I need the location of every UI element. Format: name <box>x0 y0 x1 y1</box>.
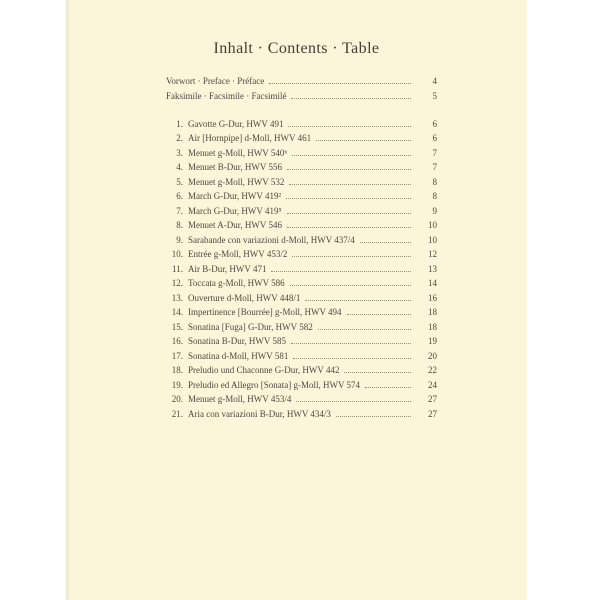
dotted-leader <box>339 362 415 377</box>
dotted-leader <box>282 217 415 232</box>
toc-row-title: March G-Dur, HWV 419² <box>188 191 282 201</box>
dotted-leader <box>313 318 415 333</box>
toc-row <box>166 130 437 145</box>
toc-row-number: 21. <box>171 408 183 419</box>
dotted-leader <box>288 347 415 362</box>
toc-row-title: Entrée g-Moll, HWV 453/2 <box>188 249 288 259</box>
toc-row-title: Vorwort · Preface · Préface <box>166 75 265 86</box>
toc-row <box>166 333 437 348</box>
toc-row <box>166 217 437 232</box>
toc-row-page: 13 <box>428 263 437 274</box>
dotted-leader <box>287 144 415 159</box>
toc-row <box>166 318 437 333</box>
toc-row <box>166 275 437 290</box>
toc-row <box>166 188 437 203</box>
toc-row-title: Menuet A-Dur, HWV 546 <box>188 220 282 230</box>
toc-row-title: Sonatina B-Dur, HWV 585 <box>188 336 286 346</box>
toc-row-number: 14. <box>171 307 183 317</box>
toc-row-number: 20. <box>171 394 183 404</box>
toc-row <box>166 362 437 377</box>
toc-row <box>166 376 437 391</box>
dotted-leader <box>284 173 415 188</box>
dotted-leader <box>286 333 415 348</box>
dotted-leader <box>342 304 415 319</box>
toc-row <box>166 405 437 420</box>
toc-row <box>166 87 437 103</box>
toc-row <box>166 246 437 261</box>
toc-row-title: Ouverture d-Moll, HWV 448/1 <box>188 292 301 303</box>
toc-row-page: 27 <box>428 394 437 404</box>
toc-row-number: 16. <box>171 336 183 346</box>
toc-row-page: 6 <box>432 118 437 129</box>
dotted-leader <box>300 289 415 304</box>
toc-row-number: 8. <box>176 220 183 230</box>
toc-row-page: 16 <box>428 292 437 303</box>
toc-row-page: 7 <box>432 162 437 172</box>
toc-row-title: Toccata g-Moll, HWV 586 <box>188 278 285 288</box>
toc-row-number: 17. <box>171 350 183 361</box>
dotted-leader <box>282 202 415 217</box>
toc-row-page: 6 <box>432 133 437 143</box>
dotted-leader <box>283 115 415 130</box>
toc-row <box>166 159 437 174</box>
toc-row <box>166 115 437 130</box>
toc-row-number: 18. <box>171 365 183 375</box>
toc-row-title: Menuet B-Dur, HWV 556 <box>188 162 282 172</box>
book-page <box>66 0 527 600</box>
dotted-leader <box>311 130 415 145</box>
toc-row <box>166 289 437 304</box>
toc-row-title: Sonatina d-Moll, HWV 581 <box>188 350 289 361</box>
toc-row-page: 10 <box>428 220 437 230</box>
toc-row-number: 13. <box>171 292 183 303</box>
toc-row-page: 14 <box>428 278 437 288</box>
toc-row-number: 1. <box>176 118 183 129</box>
toc-row-title: March G-Dur, HWV 419⁵ <box>188 205 282 216</box>
toc-row-title: Preludio ed Allegro [Sonata] g-Moll, HWV 574 <box>188 379 361 390</box>
dotted-leader <box>282 159 415 174</box>
dotted-leader <box>287 246 415 261</box>
toc-row <box>166 391 437 406</box>
toc-row <box>166 173 437 188</box>
page-title: Inhalt · Contents · Table <box>213 40 380 57</box>
dotted-leader <box>291 391 415 406</box>
toc-row-number: 15. <box>171 321 183 332</box>
toc-row-title: Air B-Dur, HWV 471 <box>188 263 267 274</box>
toc-row-page: 10 <box>428 234 437 245</box>
toc-row-page: 22 <box>428 365 437 375</box>
dotted-leader <box>285 275 415 290</box>
toc-row-page: 7 <box>432 147 437 158</box>
toc-row-number: 5. <box>176 176 183 187</box>
toc-row-page: 12 <box>428 249 437 259</box>
toc-row <box>166 304 437 319</box>
toc-row-page: 9 <box>432 205 437 216</box>
toc-row-title: Menuet g-Moll, HWV 453/4 <box>188 394 292 404</box>
toc-row <box>166 144 437 159</box>
toc-front-matter <box>166 71 437 102</box>
toc-row-title: Aria con variazioni B-Dur, HWV 434/3 <box>188 408 331 419</box>
toc-row-title: Menuet g-Moll, HWV 532 <box>188 176 285 187</box>
toc-row-number: 2. <box>176 133 183 143</box>
toc-row-title: Sarabande con variazioni d-Moll, HWV 437/4 <box>188 234 355 245</box>
toc-row-number: 4. <box>176 162 183 172</box>
toc-content <box>166 71 437 420</box>
toc-row <box>166 202 437 217</box>
toc-row-page: 8 <box>432 176 437 187</box>
toc-row-title: Preludio und Chaconne G-Dur, HWV 442 <box>188 365 340 375</box>
dotted-leader <box>331 405 415 420</box>
dotted-leader <box>355 231 415 246</box>
dotted-leader <box>281 188 415 203</box>
toc-row <box>166 71 437 87</box>
toc-row-title: Menuet g-Moll, HWV 540ᵇ <box>188 147 288 158</box>
toc-row-number: 9. <box>176 234 183 245</box>
toc-row-page: 5 <box>432 91 437 101</box>
toc-row <box>166 260 437 275</box>
toc-row-title: Sonatina [Fuga] G-Dur, HWV 582 <box>188 321 313 332</box>
toc-row-page: 18 <box>428 307 437 317</box>
toc-row-title: Faksimile · Facsimile · Facsimilé <box>166 91 287 101</box>
toc-row-page: 18 <box>428 321 437 332</box>
toc-row <box>166 231 437 246</box>
toc-row-page: 24 <box>428 379 437 390</box>
dotted-leader <box>360 376 415 391</box>
toc-row-page: 27 <box>428 408 437 419</box>
toc-row-title: Impertinence [Bourrée] g-Moll, HWV 494 <box>188 307 342 317</box>
toc-row-number: 3. <box>176 147 183 158</box>
toc-row-page: 4 <box>432 75 437 86</box>
toc-row-title: Gavotte G-Dur, HWV 491 <box>188 118 284 129</box>
toc-row-page: 8 <box>432 191 437 201</box>
toc-entry-list <box>166 115 437 420</box>
dotted-leader <box>266 260 415 275</box>
toc-row-number: 7. <box>176 205 183 216</box>
toc-row <box>166 347 437 362</box>
toc-row-page: 20 <box>428 350 437 361</box>
dotted-leader <box>286 87 415 103</box>
toc-row-number: 19. <box>171 379 183 390</box>
toc-row-number: 12. <box>171 278 183 288</box>
toc-row-title: Air [Hornpipe] d-Moll, HWV 461 <box>188 133 312 143</box>
toc-row-number: 11. <box>172 263 183 274</box>
toc-row-number: 6. <box>176 191 183 201</box>
toc-row-page: 19 <box>428 336 437 346</box>
toc-row-number: 10. <box>171 249 183 259</box>
dotted-leader <box>264 71 415 87</box>
